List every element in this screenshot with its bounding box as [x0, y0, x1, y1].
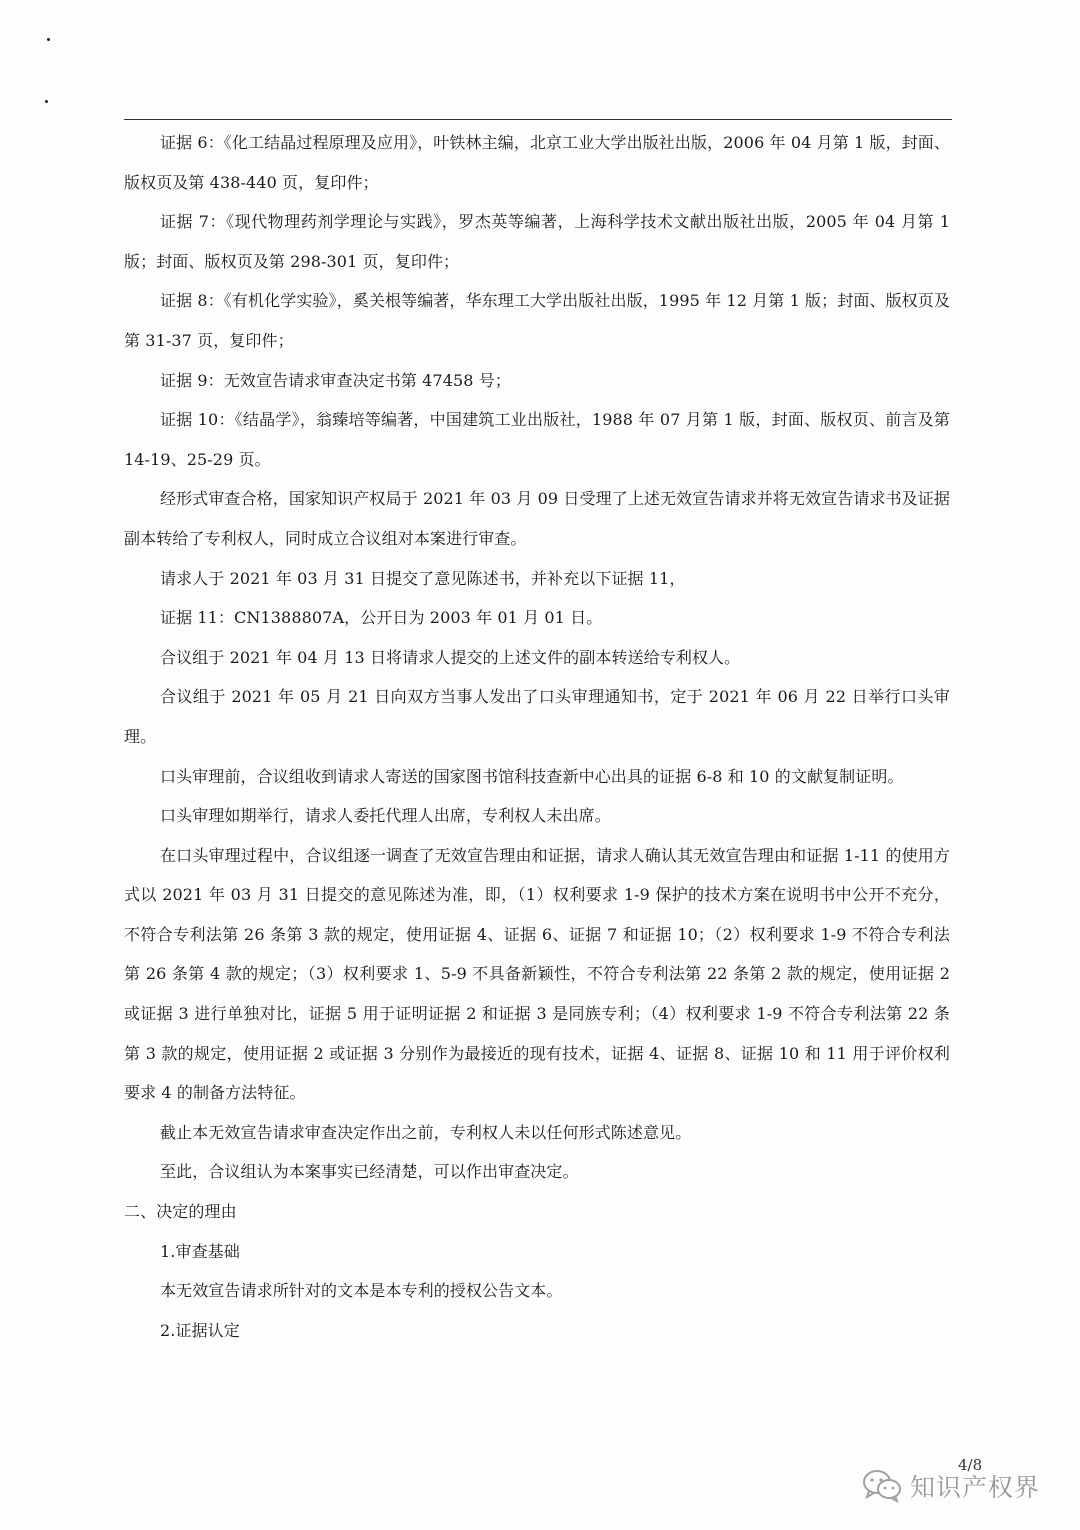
paragraph-formal-review: 经形式审查合格，国家知识产权局于 2021 年 03 月 09 日受理了上述无效宣告请求并将无效宣告请求书及证据副本转给了专利权人，同时成立合议组对本案进行审查。 — [124, 489, 950, 548]
subsection-heading-2: 2.证据认定 — [160, 1320, 240, 1340]
paragraph-evidence-9: 证据 9：无效宣告请求审查决定书第 47458 号； — [160, 370, 511, 390]
page-number: 4/8 — [958, 1456, 983, 1474]
document-body — [124, 123, 950, 1350]
wechat-icon — [862, 1469, 902, 1503]
paragraph-evidence-8: 证据 8：《有机化学实验》，奚关根等编著，华东理工大学出版社出版，1995 年 12 月第 1 版；封面、版权页及第 31-37 页，复印件； — [124, 291, 950, 350]
paragraph-requester-opinion: 请求人于 2021 年 03 月 31 日提交了意见陈述书，并补充以下证据 11， — [160, 568, 686, 588]
scan-speck — [45, 100, 48, 103]
paragraph-facts-clear: 至此，合议组认为本案事实已经清楚，可以作出审查决定。 — [160, 1162, 579, 1182]
paragraph-transfer: 合议组于 2021 年 04 月 13 日将请求人提交的上述文件的副本转送给专利权人。 — [160, 647, 741, 667]
paragraph-evidence-7: 证据 7：《现代物理药剂学理论与实践》，罗杰英等编著，上海科学技术文献出版社出版，2005 年 04 月第 1 版；封面、版权页及第 298-301 页，复印件； — [124, 212, 950, 271]
subsection-heading-1: 1.审查基础 — [160, 1241, 240, 1261]
paragraph-hearing-held: 口头审理如期举行，请求人委托代理人出席，专利权人未出席。 — [160, 806, 611, 826]
paragraph-no-opinion: 截止本无效宣告请求审查决定作出之前，专利权人未以任何形式陈述意见。 — [160, 1122, 692, 1142]
paragraph-oral-hearing-notice: 合议组于 2021 年 05 月 21 日向双方当事人发出了口头审理通知书，定于 2021 年 06 月 22 日举行口头审理。 — [124, 687, 950, 746]
section-heading: 二、决定的理由 — [124, 1202, 237, 1222]
watermark-text: 知识产权界 — [910, 1473, 1041, 1502]
paragraph-evidence-6: 证据 6：《化工结晶过程原理及应用》，叶铁林主编，北京工业大学出版社出版，2006 年 04 月第 1 版，封面、版权页及第 438-440 页，复印件； — [124, 133, 950, 192]
paragraph-evidence-11: 证据 11：CN1388807A，公开日为 2003 年 01 月 01 日。 — [160, 608, 603, 628]
paragraph-hearing-process: 在口头审理过程中，合议组逐一调查了无效宣告理由和证据，请求人确认其无效宣告理由和证据 1-11 的使用方式以 2021 年 03 月 31 日提交的意见陈述为准，即，（1）权利要求 1-9 保护的技术方案在说明书中公开不充分，不符合专利法第 26 条第 3 款的规定，使用证据 4、证据 6、证据 7 和证据 10；（2）权利要求 1-9 不符合专利法第 26 条第 4 款的规定；（3）权利要求 1、5-9 不具备新颖性，不符合专利法第 22 条第 2 款的规定，使用证据 2 或证据 3 进行单独对比，证据 5 用于证明证据 2 和证据 3 是同族专利；（4）权利要求 1-9 不符合专利法第 22 条第 3 款的规定，使用证据 2 或证据 3 分别作为最接近的现有技术，证据 4、证据 8、证据 10 和 11 用于评价权利要求 4 的制备方法特征。 — [124, 845, 950, 1103]
subsection-1-text: 本无效宣告请求所针对的文本是本专利的授权公告文本。 — [160, 1281, 563, 1301]
scan-speck — [47, 38, 50, 41]
paragraph-pre-hearing: 口头审理前，合议组收到请求人寄送的国家图书馆科技查新中心出具的证据 6-8 和 10 的文献复制证明。 — [160, 766, 904, 786]
paragraph-evidence-10: 证据 10：《结晶学》，翁臻培等编著，中国建筑工业出版社，1988 年 07 月第 1 版，封面、版权页、前言及第 14-19、25-29 页。 — [124, 410, 950, 469]
watermark — [862, 1462, 1062, 1510]
header-rule — [124, 119, 952, 120]
